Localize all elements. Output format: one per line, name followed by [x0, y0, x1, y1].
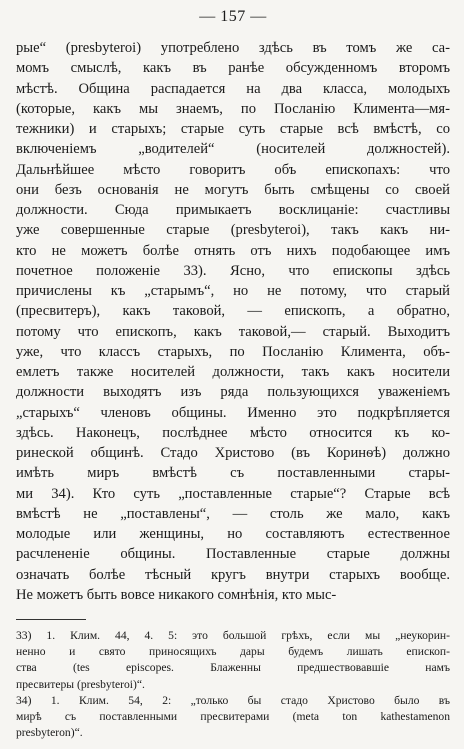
text-line: почетное положеніе 33). Ясно, что епископы здѣсь — [16, 262, 450, 279]
text-line: означать болѣе тѣсный кругъ внутри старыхъ вообще. — [16, 566, 450, 583]
footnote-line: 34) 1. Клим. 54, 2: „только бы стадо Христово было въ — [16, 693, 450, 707]
text-line: включеніемъ „водителей“ (носителей должностей). — [16, 141, 450, 158]
footnote-line: 33) 1. Клим. 44, 4. 5: это большой грѣхъ, если мы „неукорин- — [16, 629, 450, 642]
footnote-line: ства (tes episcopes. Блаженны предшествовавшіе намъ — [16, 661, 450, 675]
footnote-line: presbyteron)“. — [16, 726, 83, 740]
text-line: (которые, какъ мы знаемъ, по Посланію Климента—мя- — [16, 100, 450, 117]
text-line: кто не можетъ болѣе отнять отъ нихъ подобающее имъ — [16, 242, 450, 259]
text-line: здѣсь. Наконецъ, послѣднее мѣсто относится къ ко- — [16, 424, 450, 441]
text-line: потому что епископъ, какъ таковой,— старый. Выходитъ — [16, 323, 450, 340]
text-line: должности выходятъ изъ ряда пользующихся уваженіемъ — [16, 384, 450, 401]
text-line: имѣть миръ вмѣстѣ съ поставленными стары- — [16, 465, 450, 482]
footnote-divider — [16, 619, 86, 620]
text-line: момъ смыслѣ, какъ въ ранѣе обсужденномъ второмъ — [16, 60, 450, 77]
text-line: должности. Сюда примыкаетъ восклицаніе: счастливы — [16, 202, 450, 218]
text-line: вмѣстѣ не „поставлены“, — столь же мало, какъ — [16, 505, 450, 522]
text-line: уже, что классъ старыхъ, по Посланію Климента, объ- — [16, 343, 450, 360]
text-line: молодые или женщины, но составляютъ естественное — [16, 526, 450, 542]
text-line: Дальнѣйшее мѣсто говоритъ объ епископахъ: что — [16, 161, 450, 178]
text-line: мѣстѣ. Община распадается на два класса, молодыхъ — [16, 80, 450, 97]
page-number: — 157 — — [199, 8, 267, 25]
text-line: тежники) и старыхъ; старые суть старые всѣ вмѣстѣ, со — [16, 121, 450, 137]
footnote-line: мирѣ съ поставленными пресвитерами (meta ton kathestamenon — [16, 710, 450, 724]
text-line: ринеской общинѣ. Стадо Христово (въ Коринѳѣ) должно — [16, 445, 450, 461]
footnote-line: пресвитеры (presbyteroi)“. — [16, 677, 145, 691]
text-line: ми 34). Кто суть „поставленные старые“? Старые всѣ — [16, 485, 450, 502]
text-line: „старыхъ“ членовъ общины. Именно это подкрѣпляется — [16, 404, 450, 421]
text-line: они безъ основанія не могутъ быть смѣщены со своей — [16, 181, 450, 198]
text-line: рые“ (presbyteroi) употреблено здѣсь въ томъ же са- — [16, 40, 450, 56]
text-line: Не можетъ быть вовсе никакого сомнѣнія, кто мыс- — [16, 586, 337, 603]
footnotes — [16, 628, 450, 741]
text-line: (пресвитеръ), какъ таковой, — епископъ, а обратно, — [16, 303, 450, 320]
text-line: емлетъ также носителей должности, такъ какъ носители — [16, 364, 450, 380]
text-line: причислены къ „старымъ“, но не потому, что старый — [16, 283, 450, 299]
main-text — [16, 38, 450, 605]
text-line: расчлененіе общины. Поставленные старые должны — [16, 546, 450, 563]
footnote-line: ненно и свято приносящихъ дары будемъ лишать епископ- — [16, 645, 450, 659]
text-line: уже совершенные старые (presbyteroi), такъ какъ ни- — [16, 222, 450, 239]
